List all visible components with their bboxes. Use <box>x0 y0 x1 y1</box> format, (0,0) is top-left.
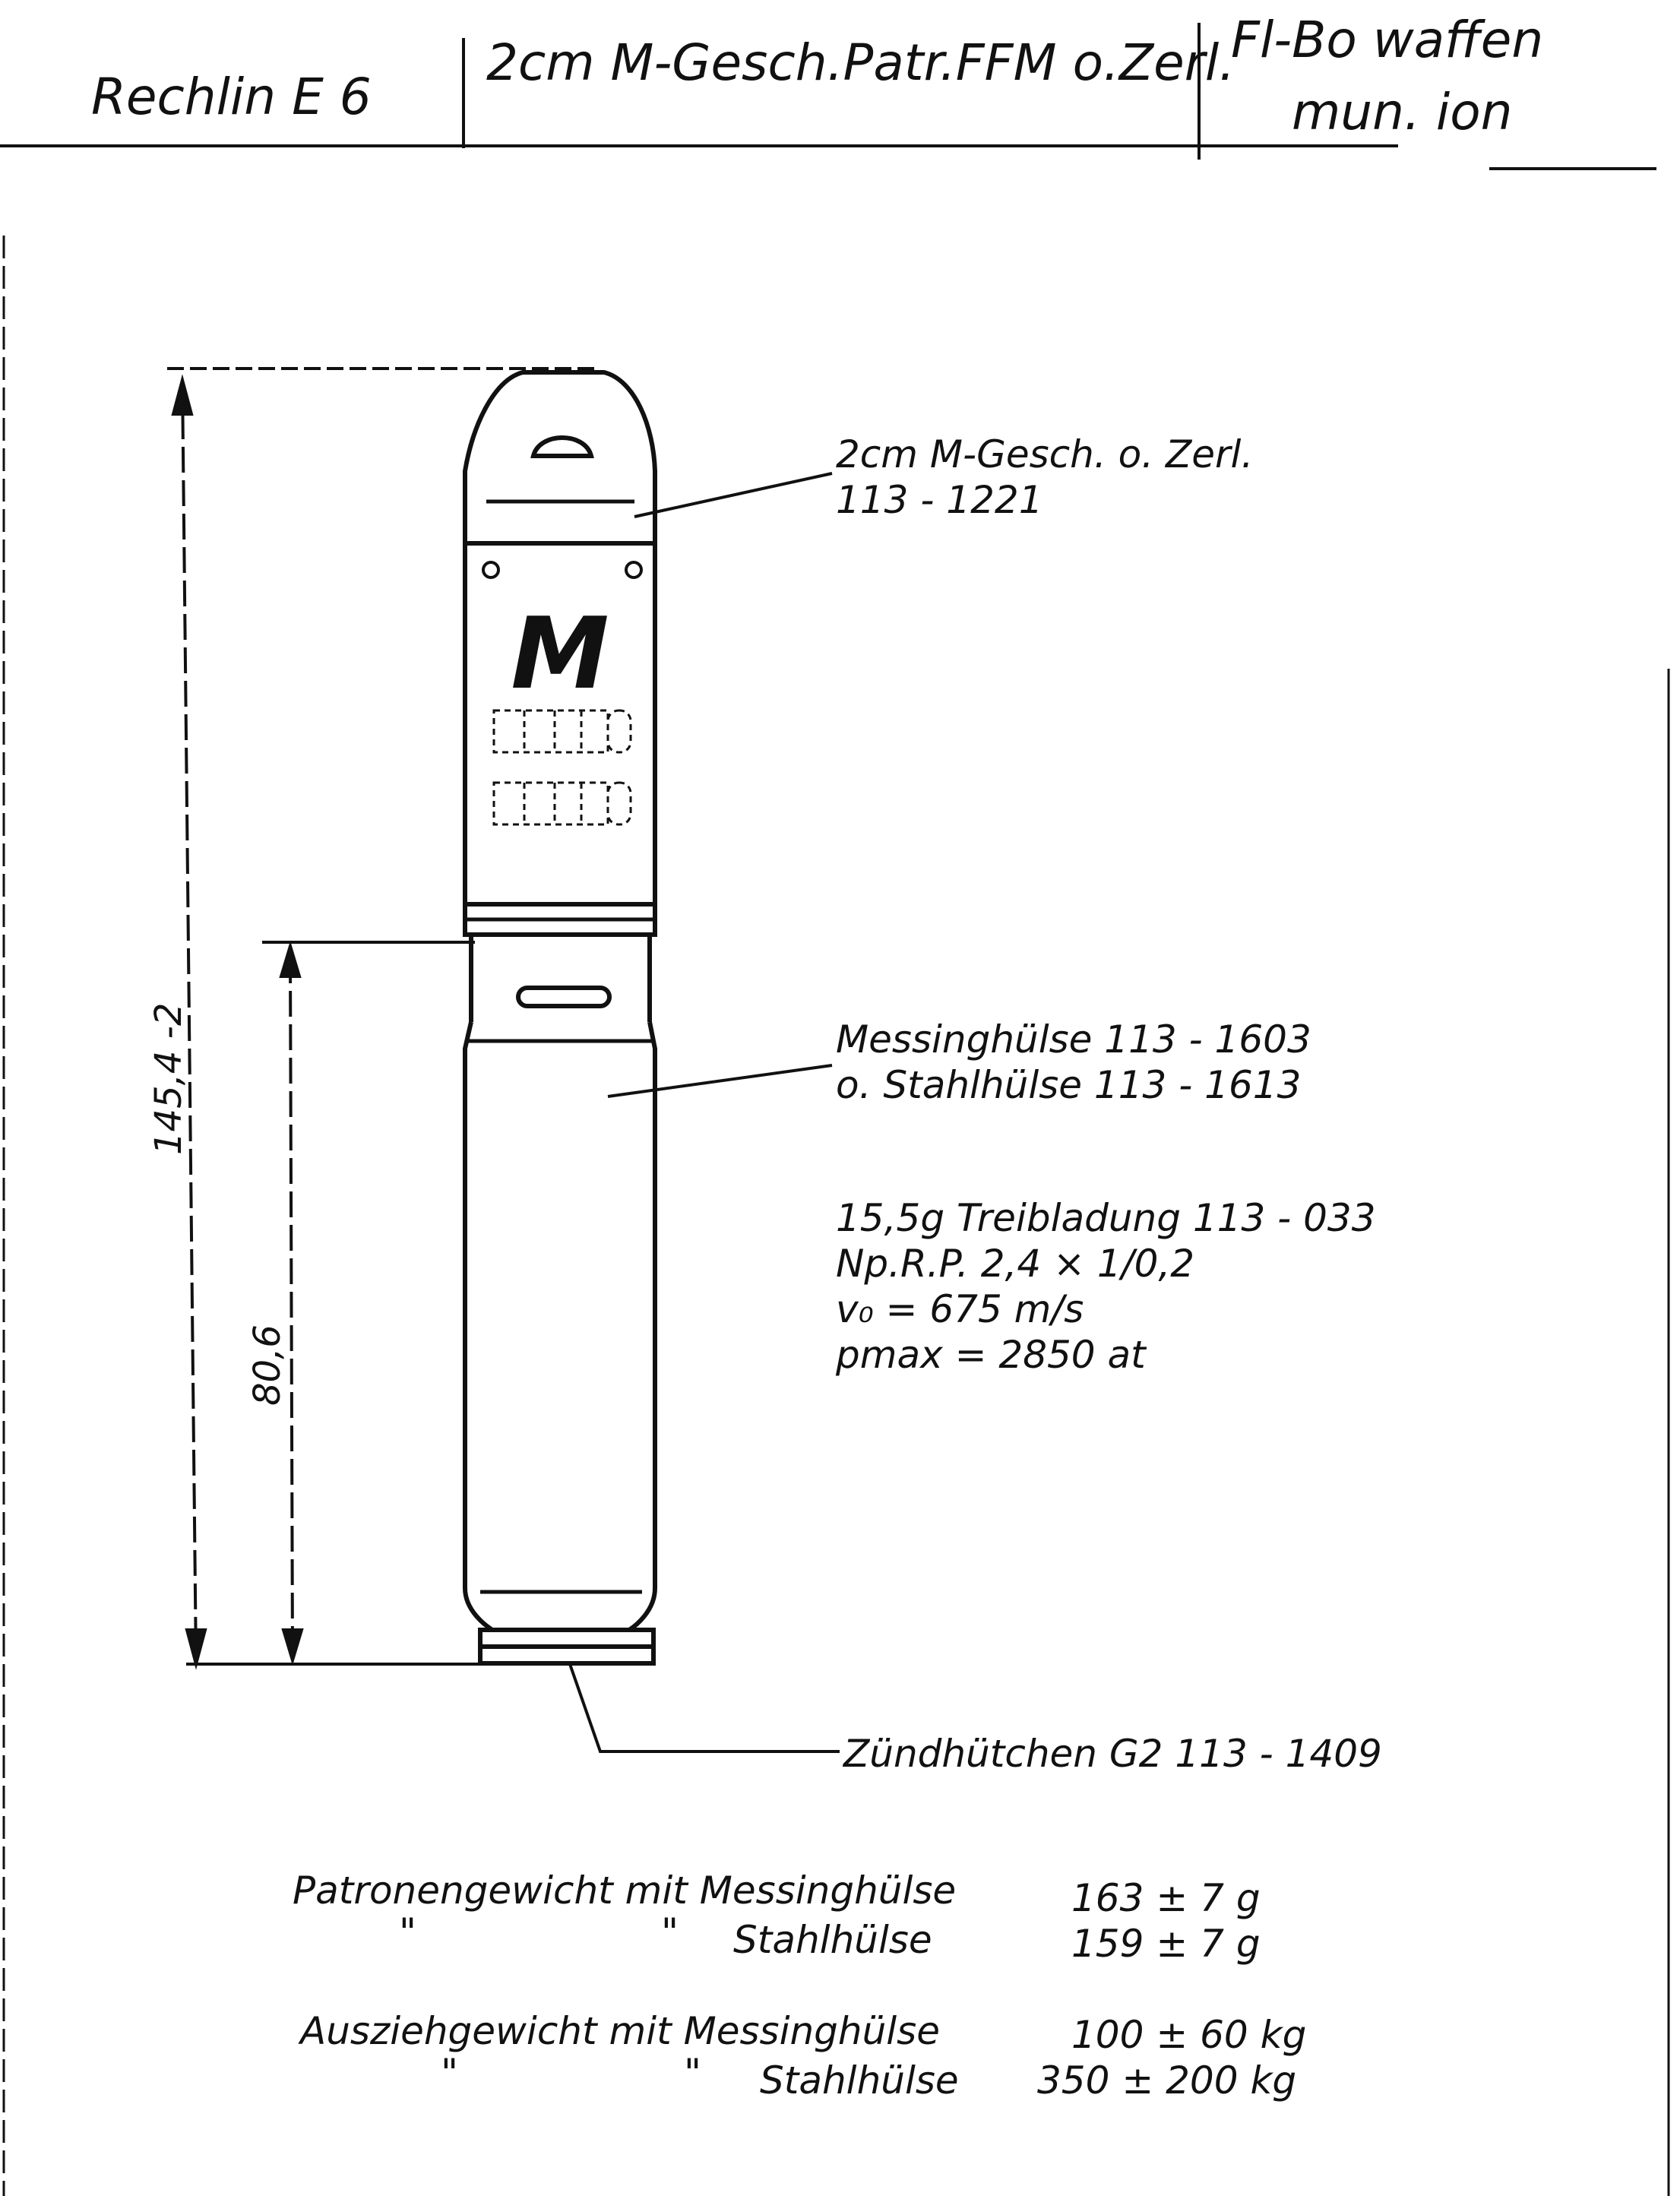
projectile-label-number: 113 - 1221 <box>836 478 1043 522</box>
header-category-line2: mun. ion <box>1292 83 1513 141</box>
weight-row3-value: 100 ± 60 kg <box>1071 2013 1307 2057</box>
header-location: Rechlin E 6 <box>91 68 372 126</box>
weight-row4-label: Stahlhülse <box>760 2058 959 2103</box>
charge-label-powder: Np.R.P. 2,4 × 1/0,2 <box>836 1242 1195 1286</box>
case-label-steel: o. Stahlhülse 113 - 1613 <box>836 1063 1302 1107</box>
overall-length-label: 145,4 -2 <box>147 1002 190 1155</box>
header-category-line1: Fl-Bo waffen <box>1231 11 1544 69</box>
header-title: 2cm M-Gesch.Patr.FFM o.Zerl. <box>486 33 1235 92</box>
weight-row4-value: 350 ± 200 kg <box>1037 2058 1297 2103</box>
projectile-band-markings <box>494 710 631 824</box>
case-label-brass: Messinghülse 113 - 1603 <box>836 1017 1311 1062</box>
charge-label-velocity: v₀ = 675 m/s <box>836 1287 1084 1331</box>
case-length-label: 80,6 <box>246 1324 289 1406</box>
leader-lines <box>570 473 840 1751</box>
overall-length-dimension <box>167 369 653 1664</box>
case-length-dimension <box>262 942 475 1660</box>
weight-row2-value: 159 ± 7 g <box>1071 1922 1261 1966</box>
weight-row2-ditto2: " <box>661 1910 679 1954</box>
weight-row2-ditto1: " <box>399 1910 416 1954</box>
cartridge-drawing <box>465 372 655 1663</box>
weight-row4-ditto2: " <box>684 2051 701 2095</box>
weight-row2-label: Stahlhülse <box>733 1918 932 1962</box>
projectile-label-name: 2cm M-Gesch. o. Zerl. <box>836 432 1254 476</box>
charge-label-weight: 15,5g Treibladung 113 - 033 <box>836 1196 1376 1240</box>
weight-row1-value: 163 ± 7 g <box>1071 1876 1261 1920</box>
weight-row4-ditto1: " <box>441 2051 458 2095</box>
primer-label: Zündhütchen G2 113 - 1409 <box>843 1732 1382 1776</box>
weight-row1-label: Patronengewicht mit Messinghülse <box>293 1868 957 1913</box>
weight-row3-label: Ausziehgewicht mit Messinghülse <box>300 2009 940 2053</box>
charge-label-pressure: pmax = 2850 at <box>836 1333 1146 1377</box>
projectile-marking-m: M <box>511 596 609 711</box>
